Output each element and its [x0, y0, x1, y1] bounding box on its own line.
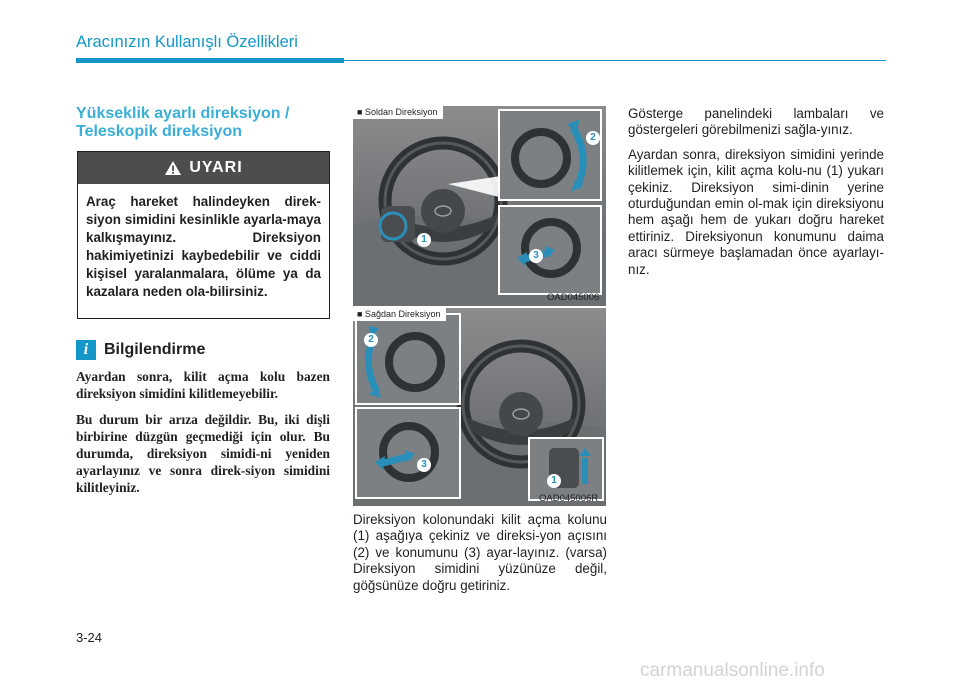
callout-3-badge: 3 [529, 249, 543, 263]
header-rule-thick [76, 58, 344, 63]
callout-2 [586, 131, 600, 145]
inset-tilt-rhd [356, 314, 460, 404]
inset-telescopic-rhd [356, 408, 460, 498]
callout-1 [417, 233, 431, 247]
callout-2-badge: 2 [586, 131, 600, 145]
callout-rhd-2-badge: 2 [364, 333, 378, 347]
figure-right-hand-drive [353, 308, 606, 506]
callout-rhd-1 [547, 474, 561, 488]
section-title-line1: Yükseklik ayarlı direksiyon / [76, 105, 290, 122]
figure-label-lhd: ■ Soldan Direksiyon [353, 106, 443, 119]
right-column [628, 106, 884, 286]
warning-title: UYARI [189, 159, 243, 176]
steering-illustration-lhd [353, 106, 606, 306]
info-paragraph-2: Bu durum bir arıza değildir. Bu, iki dişli birbirine düzgün geçmediği için olur. Bu durumda, direksiyon simidi-ni yeniden ayarlayınız ve sonra direk-siyon simidini kilitleyiniz. [76, 412, 330, 495]
chapter-title: Aracınızın Kullanışlı Özellikleri [76, 33, 298, 51]
callout-1-badge: 1 [417, 233, 431, 247]
info-icon: i [76, 340, 96, 360]
callout-rhd-3-badge: 3 [417, 458, 431, 472]
warning-header [78, 152, 329, 184]
figure-label-rhd: ■ Sağdan Direksiyon [353, 308, 446, 321]
middle-paragraph: Direksiyon kolonundaki kilit açma kolunu (1) aşağıya çekiniz ve direksi-yon açısını (2) ve konumunu (3) ayar-layınız. (varsa) Direksiyon simidini yüzünüze değil, göğsünüze doğru getiriniz. [353, 512, 607, 593]
page-number: 3-24 [76, 630, 103, 645]
info-body [76, 368, 330, 505]
warning-text: Araç hareket halindeyken direk-siyon simidini kesinlikle ayarla-maya kalkışmayınız. Direksiyon hakimiyetinizi kaybedebilir ve ciddi kişisel yaralanmalara, ölüme ya da kazalara neden ola-bilirsiniz. [86, 194, 321, 299]
figure-code-rhd: OAD045006R [539, 493, 599, 504]
callout-rhd-1-badge: 1 [547, 474, 561, 488]
inset-lever-rhd [529, 438, 603, 500]
warning-icon [164, 160, 182, 176]
steering-illustration-rhd [353, 308, 606, 506]
right-paragraph-2: Ayardan sonra, direksiyon simidini yerinde kilitlemek için, kilit açma kolu-nu (1) yukarı çekiniz. Direksiyon simi-dinin yerine oturduğundan emin ol-mak için direksiyonu hem aşağı hem de yukarı doğru hareket ettiriniz. Direksiyonun konumunu daima aracı sürmeye başlamadan önce ayarlayı-nız. [628, 146, 884, 277]
info-paragraph-1: Ayardan sonra, kilit açma kolu bazen direksiyon simidini kilitlemeyebilir. [76, 369, 330, 401]
inset-telescopic [499, 206, 601, 294]
warning-box [77, 151, 330, 319]
section-title [76, 105, 336, 141]
section-title-line2: Teleskopik direksiyon [76, 123, 242, 140]
callout-3 [529, 249, 543, 263]
figure-left-hand-drive [353, 106, 606, 306]
inset-tilt [499, 110, 601, 200]
callout-rhd-3 [417, 458, 431, 472]
header-rule-thin [344, 60, 886, 61]
info-title: Bilgilendirme [104, 341, 206, 358]
figure-code-lhd: OAD045006 [547, 292, 600, 303]
info-header [76, 340, 205, 360]
right-paragraph-1: Gösterge panelindeki lambaları ve göstergeleri görebilmenizi sağla-yınız. [628, 106, 884, 138]
callout-rhd-2 [364, 333, 378, 347]
watermark: carmanualsonline.info [640, 660, 825, 681]
